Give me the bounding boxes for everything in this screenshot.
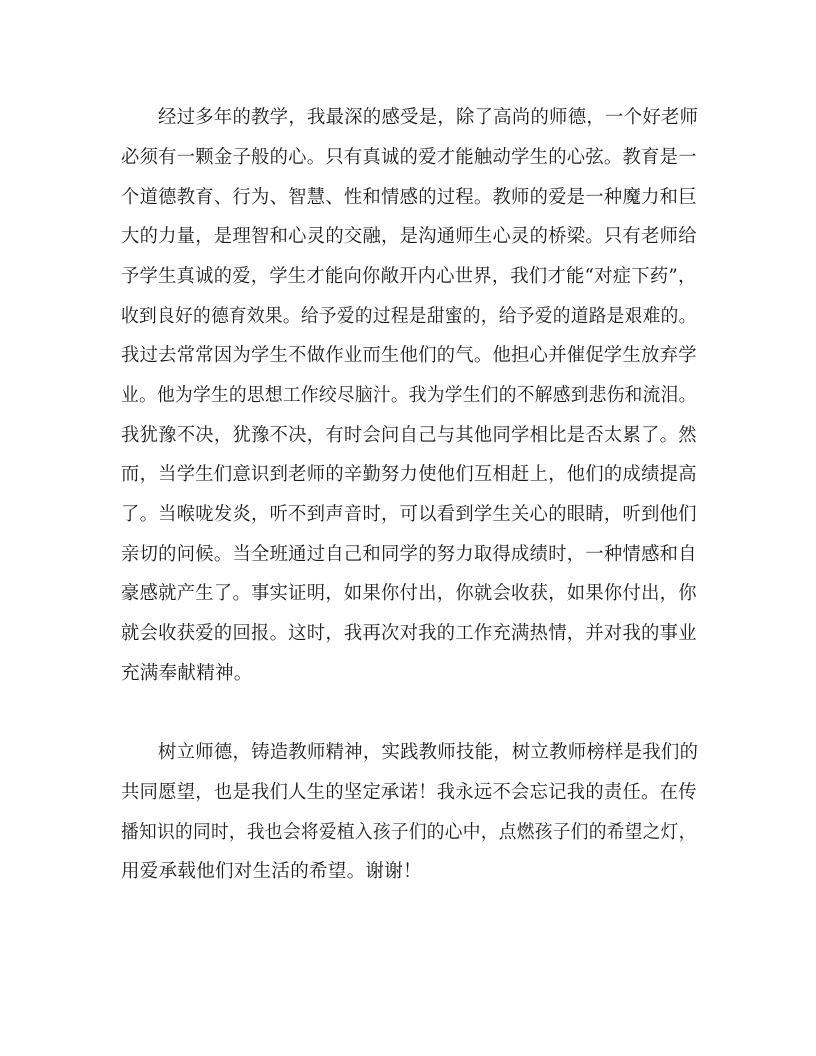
paragraph-line: 我犹豫不决，犹豫不决，有时会问自己与其他同学相比是否太累了。然 <box>121 425 697 446</box>
paragraph-line: 豪感就产生了。事实证明，如果你付出，你就会收获，如果你付出，你 <box>121 583 697 604</box>
paragraph-line: 亲切的问候。当全班通过自己和同学的努力取得成绩时，一种情感和自 <box>121 544 697 565</box>
paragraph-line: 用爱承载他们对生活的希望。谢谢！ <box>121 861 422 882</box>
paragraph-line: 了。当喉咙发炎，听不到声音时，可以看到学生关心的眼睛，听到他们 <box>121 504 697 525</box>
paragraph-line: 树立师德，铸造教师精神，实践教师技能，树立教师榜样是我们的 <box>158 742 699 763</box>
paragraph-line: 播知识的同时，我也会将爱植入孩子们的心中，点燃孩子们的希望之灯， <box>121 822 697 843</box>
paragraph-line: 而，当学生们意识到老师的辛勤努力使他们互相赶上，他们的成绩提高 <box>121 464 697 485</box>
paragraph-line: 充满奉献精神。 <box>121 663 253 684</box>
paragraph-line: 经过多年的教学，我最深的感受是，除了高尚的师德，一个好老师 <box>158 107 699 128</box>
paragraph-line: 必须有一颗金子般的心。只有真诚的爱才能触动学生的心弦。教育是一 <box>121 147 697 168</box>
paragraph-line: 予学生真诚的爱，学生才能向你敞开内心世界，我们才能“对症下药”， <box>121 266 697 287</box>
paragraph-line: 我过去常常因为学生不做作业而生他们的气。他担心并催促学生放弃学 <box>121 345 697 366</box>
paragraph-line: 就会收获爱的回报。这时，我再次对我的工作充满热情，并对我的事业 <box>121 623 697 644</box>
paragraph-line: 个道德教育、行为、智慧、性和情感的过程。教师的爱是一种魔力和巨 <box>121 187 697 208</box>
paragraph-line: 收到良好的德育效果。给予爱的过程是甜蜜的，给予爱的道路是艰难的。 <box>121 306 697 327</box>
paragraph-line: 共同愿望，也是我们人生的坚定承诺！我永远不会忘记我的责任。在传 <box>121 782 697 803</box>
paragraph-line: 业。他为学生的思想工作绞尽脑汁。我为学生们的不解感到悲伤和流泪。 <box>121 385 697 406</box>
paragraph-line: 大的力量，是理智和心灵的交融，是沟通师生心灵的桥梁。只有老师给 <box>121 226 697 247</box>
